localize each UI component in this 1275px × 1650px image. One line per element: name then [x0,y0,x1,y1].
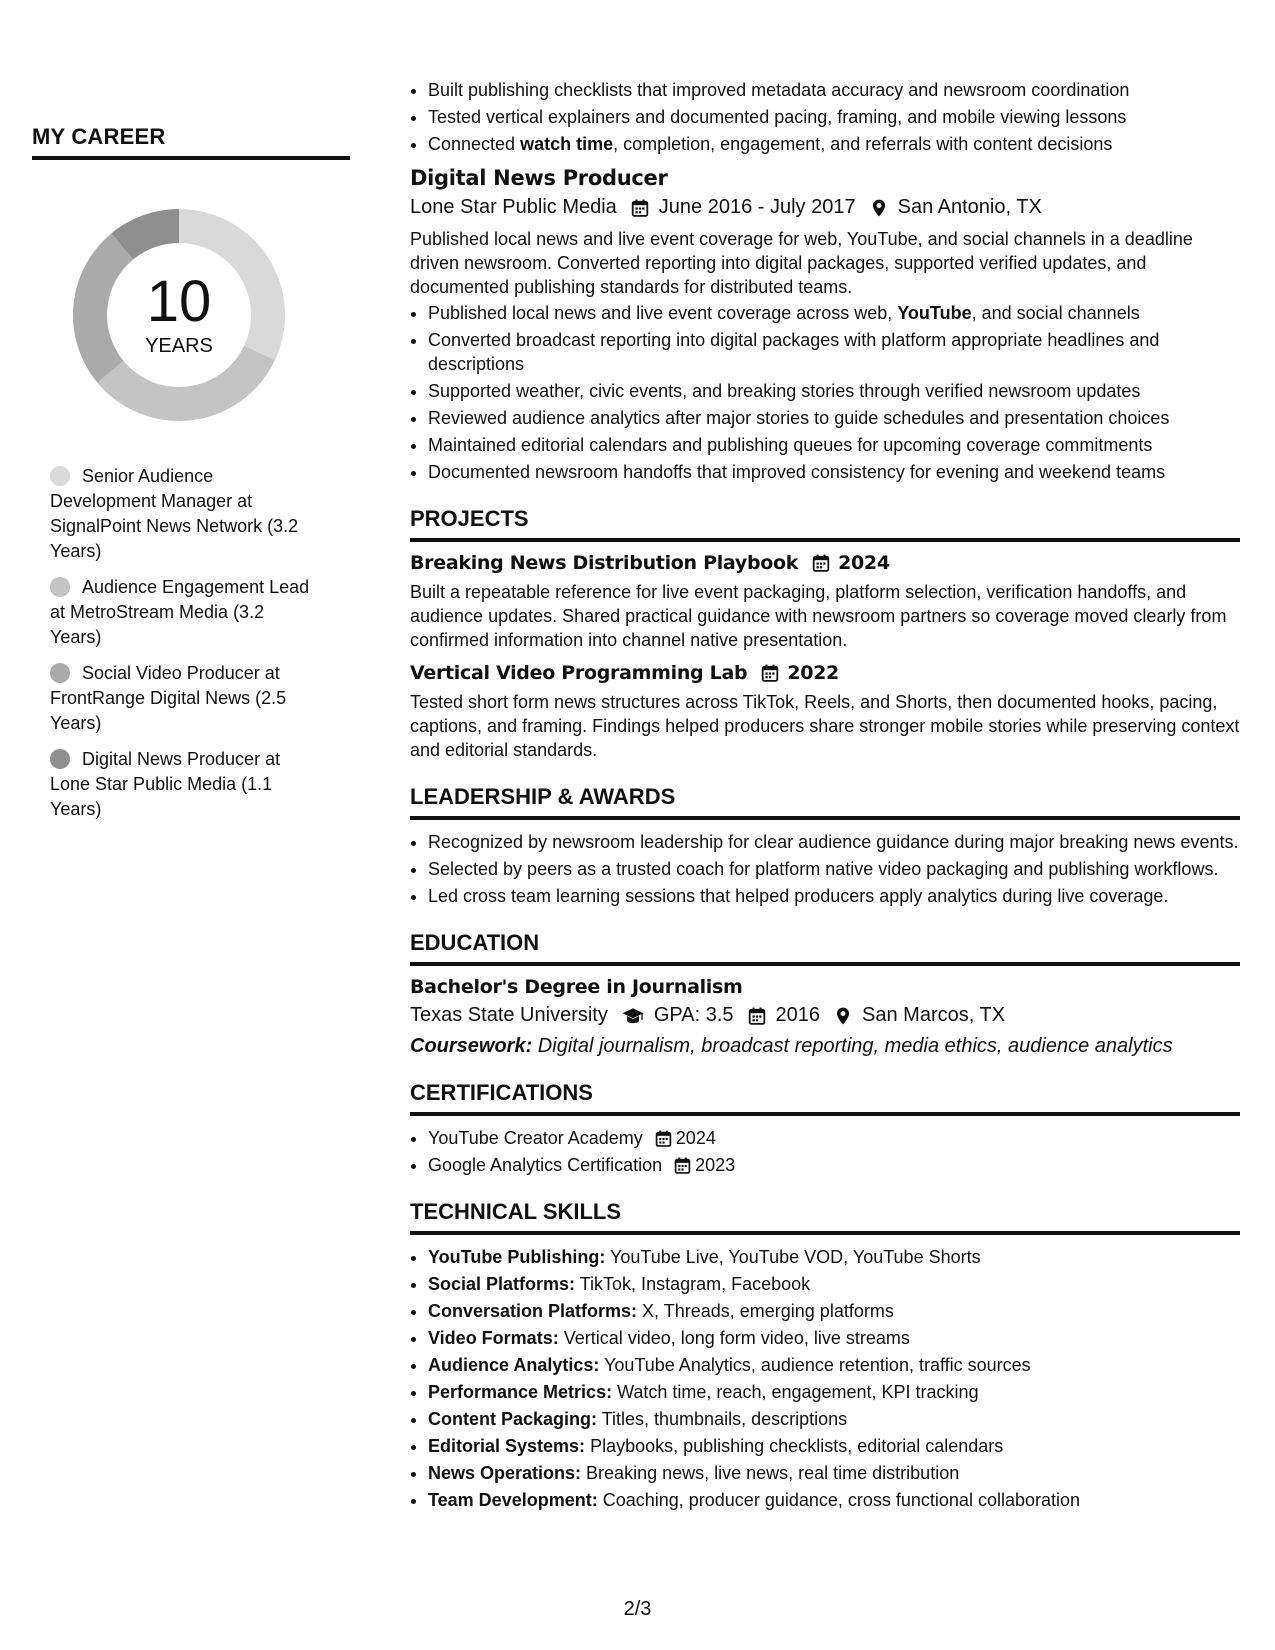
cert-year: 2023 [695,1155,736,1175]
project-title: Breaking News Distribution Playbook [410,552,799,574]
job-summary: Published local news and live event coverage for web, YouTube, and social channels in a deadline driven newsroom. Converted reporting into digital packages, supported verified updates, and documented publishing standards for distributed teams. [410,229,1193,297]
legend-label: Audience Engagement Lead at MetroStream Media (3.2 Years) [50,577,310,647]
project-title-row [410,662,1240,684]
legend-item [50,661,320,736]
job-meta [410,196,1240,219]
skills-heading: TECHNICAL SKILLS [410,1199,1240,1235]
job-company: Lone Star Public Media [410,196,617,218]
list-item: • Documented newsroom handoffs that improved consistency for evening and weekend teams [428,460,1240,484]
calendar-icon [812,554,830,572]
list-item: • Performance Metrics: Watch time, reach, engagement, KPI tracking [428,1380,1240,1404]
education-heading: EDUCATION [410,930,1240,966]
calendar-icon [655,1130,672,1147]
school-location: San Marcos, TX [862,1004,1006,1026]
legend-item [50,747,320,822]
location-pin-icon [870,199,888,217]
leadership-heading: LEADERSHIP & AWARDS [410,784,1240,820]
skills-list [410,1245,1240,1512]
previous-job-bullets [410,78,1240,156]
location-pin-icon [834,1007,852,1025]
total-years-value: 10 [146,268,212,334]
career-legend [50,464,320,822]
career-donut-chart [64,200,294,430]
list-item: • Led cross team learning sessions that helped producers apply analytics during live coverage. [428,884,1240,908]
graduation-year: 2016 [775,1004,821,1026]
list-item [428,1153,1240,1177]
graduation-cap-icon [622,1007,644,1025]
project-description: Tested short form news structures across TikTok, Reels, and Shorts, then documented hooks, pacing, captions, and framing. Findings helped producers share stronger mobile stories while preserving context and editorial standards. [410,692,1240,760]
list-item: • News Operations: Breaking news, live news, real time distribution [428,1461,1240,1485]
legend-dot [50,466,70,486]
leadership-list [410,830,1240,908]
project-title: Vertical Video Programming Lab [410,662,748,684]
project-item [410,662,1240,762]
list-item: • Connected watch time, completion, engagement, and referrals with content decisions [428,132,1240,156]
projects-heading: PROJECTS [410,506,1240,542]
cert-name: • Google Analytics Certification [428,1155,663,1175]
list-item: • Converted broadcast reporting into digital packages with platform appropriate headlines and descriptions [428,328,1240,376]
total-years-label: YEARS [145,334,213,357]
list-item: • Reviewed audience analytics after major stories to guide schedules and presentation choices [428,406,1240,430]
coursework-label: Coursework: [410,1035,533,1057]
project-year: 2022 [787,662,839,684]
legend-item [50,575,320,650]
career-sidebar [32,124,350,833]
legend-item [50,464,320,564]
list-item: • Built publishing checklists that improved metadata accuracy and newsroom coordination [428,78,1240,102]
coursework-list: Digital journalism, broadcast reporting, media ethics, audience analytics [532,1035,1173,1057]
list-item: • YouTube Publishing: YouTube Live, YouTube VOD, YouTube Shorts [428,1245,1240,1269]
career-title: MY CAREER [32,124,350,160]
legend-label: Senior Audience Development Manager at SignalPoint News Network (3.2 Years) [50,466,299,561]
cert-year: 2024 [675,1128,716,1148]
resume-main [410,78,1240,1515]
list-item: • Supported weather, civic events, and breaking stories through verified newsroom updates [428,379,1240,403]
gpa: GPA: 3.5 [653,1004,734,1026]
job-bullets [410,301,1240,484]
job-location: San Antonio, TX [897,196,1042,218]
cert-name: • YouTube Creator Academy [428,1128,643,1148]
list-item: • Video Formats: Vertical video, long form video, live streams [428,1326,1240,1350]
calendar-icon [674,1157,691,1174]
project-year: 2024 [838,552,890,574]
calendar-icon [631,199,649,217]
legend-dot [50,577,70,597]
list-item: • Audience Analytics: YouTube Analytics, audience retention, traffic sources [428,1353,1240,1377]
page-number: 2/3 [623,1598,652,1620]
donut-center [64,200,294,430]
education-meta [410,1004,1240,1027]
project-title-row [410,552,1240,574]
list-item: • Recognized by newsroom leadership for clear audience guidance during major breaking news events. [428,830,1240,854]
list-item: • Team Development: Coaching, producer guidance, cross functional collaboration [428,1488,1240,1512]
project-description: Built a repeatable reference for live event packaging, platform selection, verification handoffs, and audience updates. Shared practical guidance with newsroom partners so coverage moved clearly from confirmed information into channel native presentation. [410,582,1227,650]
legend-dot [50,749,70,769]
list-item [428,1126,1240,1150]
job-title: Digital News Producer [410,166,668,190]
project-item [410,552,1240,652]
coursework [410,1035,1240,1058]
certifications-heading: CERTIFICATIONS [410,1080,1240,1116]
legend-label: Digital News Producer at Lone Star Public Media (1.1 Years) [50,749,281,819]
certifications-list [410,1126,1240,1177]
calendar-icon [748,1007,766,1025]
list-item: • Published local news and live event coverage across web, YouTube, and social channels [428,301,1240,325]
list-item: • Tested vertical explainers and documented pacing, framing, and mobile viewing lessons [428,105,1240,129]
job-dates: June 2016 - July 2017 [658,196,856,218]
list-item: • Selected by peers as a trusted coach for platform native video packaging and publishing workflows. [428,857,1240,881]
list-item: • Editorial Systems: Playbooks, publishing checklists, editorial calendars [428,1434,1240,1458]
calendar-icon [761,664,779,682]
legend-dot [50,663,70,683]
list-item: • Social Platforms: TikTok, Instagram, Facebook [428,1272,1240,1296]
list-item: • Content Packaging: Titles, thumbnails, descriptions [428,1407,1240,1431]
degree-title: Bachelor's Degree in Journalism [410,976,743,998]
list-item: • Conversation Platforms: X, Threads, emerging platforms [428,1299,1240,1323]
school-name: Texas State University [410,1004,608,1026]
legend-label: Social Video Producer at FrontRange Digital News (2.5 Years) [50,663,287,733]
list-item: • Maintained editorial calendars and publishing queues for upcoming coverage commitments [428,433,1240,457]
